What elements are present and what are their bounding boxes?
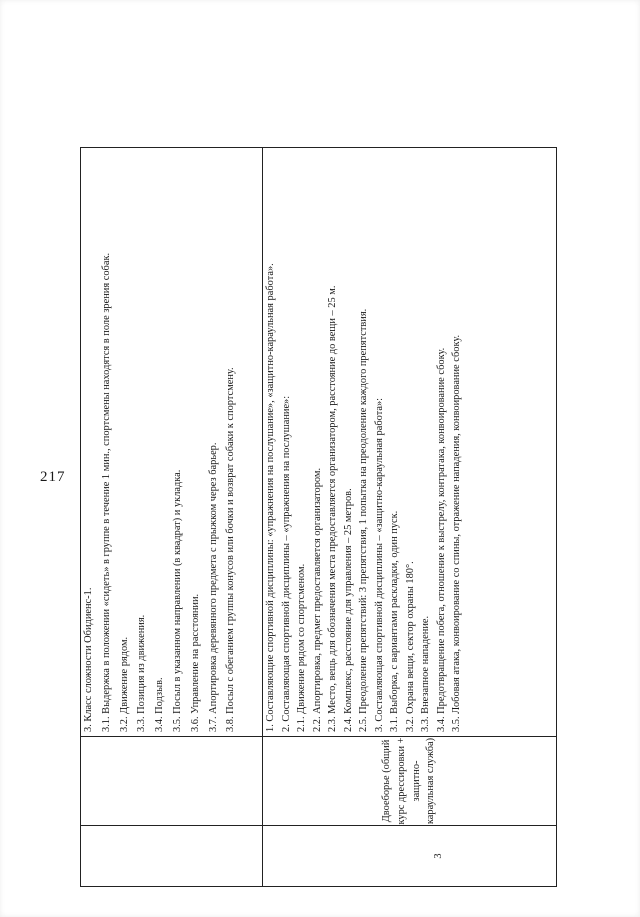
list-item: 2.4. Комплекс, расстояние для управления – 25 метров. [342, 488, 354, 732]
list-item: 3.1. Выборка, с вариантами раскладки, один пуск. [389, 510, 400, 732]
list-item: 2.1. Движение рядом со спортсменом. [296, 563, 307, 732]
list-item: 3. Класс сложности Обидиенс-1. [83, 587, 94, 732]
list-item: 3.4. Предотвращение побега, отношение к выстрелу, контратака, конвоирование сбоку. [435, 347, 447, 732]
list-item: 2.2. Апортировка, предмет предоставляется организатором. [311, 467, 323, 732]
list-item: 3.1. Выдержка в положении «сидеть» в группе в течение 1 мин., спортсмены находятся в поле зрения собак. [100, 252, 112, 732]
list-item: 3.2. Охрана вещи, сектор охраны 180°. [404, 561, 416, 732]
discipline-cell [81, 737, 263, 826]
requirements-cell [263, 148, 557, 737]
row-number-cell: 3 [263, 826, 557, 887]
list-item: 2. Составляющая спортивной дисциплины – «упражнения на послушание»: [280, 395, 292, 732]
list-item: 3. Составляющая спортивной дисциплины – «защитно-караульная работа»: [373, 397, 385, 732]
list-item: 3.3. Внезапное нападение. [420, 615, 431, 732]
discipline-table [80, 147, 557, 887]
list-item: 3.5. Посыл в указанном направлении (в квадрат) и укладка. [171, 469, 183, 732]
list-item: 3.8. Посыл с обеганием группы конусов или бочки и возврат собаки к спортсмену. [225, 367, 237, 732]
list-item: 3.4. Подзыв. [154, 677, 166, 732]
list-item: 2.3. Место, вещь для обозначения места предоставляется организатором, расстояние до вещи – 25 м. [327, 285, 338, 732]
rotated-table-container [80, 147, 557, 887]
list-item: 3.5. Лобовая атака, конвоирование со спины, отражение нападения, конвоирование сбоку. [451, 334, 462, 732]
page-number: 217 [40, 469, 66, 485]
list-item: 3.6. Управление на расстоянии. [189, 593, 201, 732]
row-number-cell [81, 826, 263, 887]
table-row [81, 148, 263, 887]
list-item: 3.2. Движение рядом. [118, 636, 130, 732]
requirements-cell [81, 148, 263, 737]
table-row [263, 148, 557, 887]
list-item: 2.5. Преодоление препятствий: 3 препятствия, 1 попытка на преодоление каждого препятствия. [358, 308, 369, 732]
list-item: 3.7. Апортировка деревянного предмета с прыжком через барьер. [207, 442, 219, 732]
list-item: 1. Составляющие спортивной дисциплины: «упражнения на послушание», «защитно-караульная работа». [265, 263, 276, 732]
discipline-cell: Двоеборье (общий курс дрессировки + защитно-караульная служба) [263, 737, 557, 826]
list-item: 3.3. Позиция из движения. [136, 614, 148, 732]
